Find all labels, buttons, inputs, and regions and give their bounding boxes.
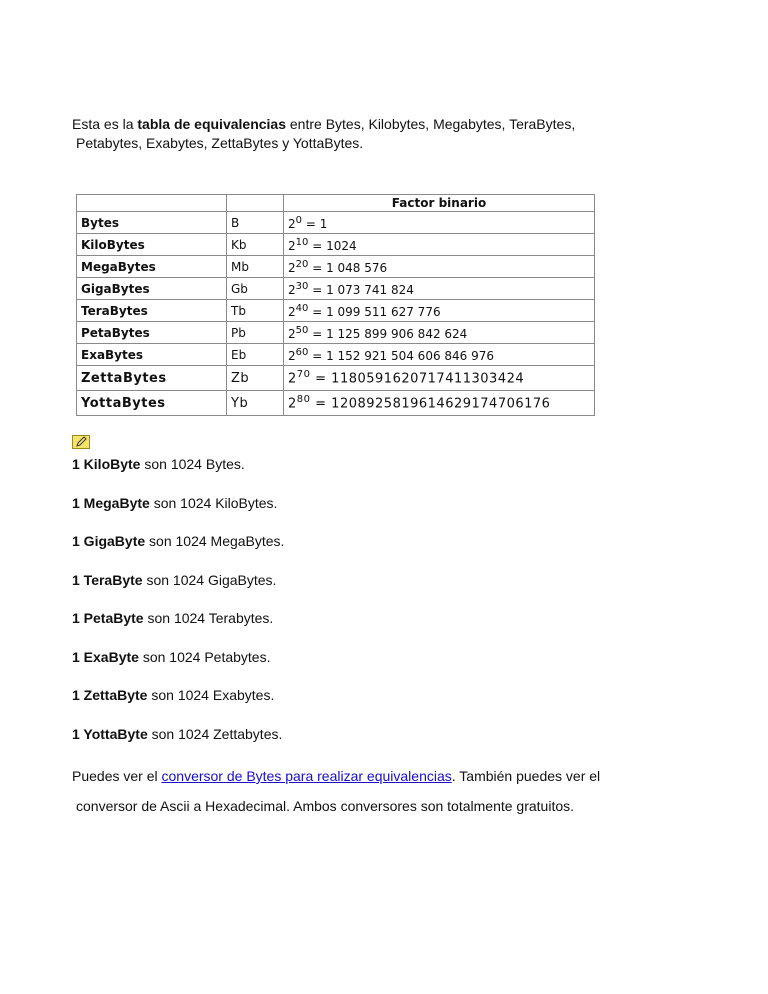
factor-base: 2: [288, 326, 296, 341]
intro-bold-text: tabla de equivalencias: [137, 116, 286, 132]
unit-name: TeraBytes: [77, 300, 227, 322]
factor-value: = 1 125 899 906 842 624: [312, 326, 468, 341]
unit-name: GigaBytes: [77, 278, 227, 300]
binary-factor: [284, 278, 595, 300]
binary-factor: [284, 234, 595, 256]
factor-exponent: 10: [295, 236, 309, 248]
table-row: [77, 278, 595, 300]
list-item: [72, 609, 712, 648]
table-row: [77, 322, 595, 344]
unit-abbr: Zb: [227, 366, 284, 391]
binary-factor: [284, 256, 595, 278]
binary-factor: [284, 322, 595, 344]
factor-exponent: 50: [295, 324, 309, 336]
fact-bold: 1 ZettaByte: [72, 687, 148, 703]
factor-base: 2: [288, 396, 297, 412]
factor-base: 2: [288, 260, 296, 275]
fact-bold: 1 YottaByte: [72, 725, 148, 742]
fact-bold: 1 PetaByte: [72, 610, 144, 626]
facts-list: [72, 455, 712, 763]
equivalence-table: [76, 194, 595, 416]
header-cell-name: [77, 195, 227, 212]
unit-name: YottaBytes: [77, 391, 227, 416]
unit-name: ZettaBytes: [77, 366, 227, 391]
fact-bold: 1 TeraByte: [72, 571, 143, 588]
factor-base: 2: [288, 282, 296, 297]
fact-bold: 1 GigaByte: [72, 533, 146, 549]
unit-abbr: Eb: [227, 344, 284, 366]
fact-bold: 1 MegaByte: [72, 494, 150, 511]
unit-abbr: Mb: [227, 256, 284, 278]
fact-text: son 1024 GigaBytes.: [142, 571, 277, 588]
factor-base: 2: [288, 238, 296, 253]
list-item: [72, 571, 712, 610]
factor-exponent: 0: [295, 214, 303, 226]
unit-name: KiloBytes: [77, 234, 227, 256]
fact-text: son 1024 MegaBytes.: [145, 533, 285, 549]
unit-name: PetaBytes: [77, 322, 227, 344]
table-header-row: [77, 195, 595, 212]
table-row: [77, 391, 595, 416]
fact-bold: 1 ExaByte: [72, 648, 139, 665]
table-row: [77, 256, 595, 278]
table-row: [77, 344, 595, 366]
outro-text-end: . También puedes ver el: [451, 768, 601, 784]
unit-name: MegaBytes: [77, 256, 227, 278]
pencil-icon: [74, 436, 88, 448]
factor-value: = 1 099 511 627 776: [312, 304, 441, 319]
factor-value: = 1 152 921 504 606 846 976: [312, 348, 495, 363]
factor-value: = 1024: [312, 238, 357, 253]
unit-abbr: B: [227, 212, 284, 234]
unit-name: Bytes: [77, 212, 227, 234]
outro-paragraph: [72, 761, 712, 821]
intro-text-start: Esta es la: [72, 116, 138, 132]
factor-exponent: 60: [295, 346, 309, 358]
factor-value: = 1 073 741 824: [312, 282, 414, 297]
table-row: [77, 366, 595, 391]
intro-paragraph: [72, 115, 672, 153]
bytes-converter-link[interactable]: conversor de Bytes para realizar equivalencias: [161, 768, 452, 784]
list-item: [72, 725, 712, 764]
unit-abbr: Tb: [227, 300, 284, 322]
list-item: [72, 648, 712, 687]
factor-exponent: 70: [296, 369, 311, 381]
factor-exponent: 20: [295, 258, 309, 270]
list-item: [72, 455, 712, 494]
outro-text-start: Puedes ver el: [72, 768, 162, 784]
factor-value: = 1: [305, 216, 328, 231]
fact-text: son 1024 Exabytes.: [147, 687, 275, 703]
list-item: [72, 686, 712, 725]
table-row: [77, 300, 595, 322]
binary-factor: [284, 300, 595, 322]
factor-exponent: 80: [296, 394, 311, 406]
header-cell-abbr: [227, 195, 284, 212]
unit-name: ExaBytes: [77, 344, 227, 366]
fact-text: son 1024 KiloBytes.: [149, 494, 278, 511]
factor-exponent: 40: [295, 302, 309, 314]
fact-text: son 1024 Terabytes.: [143, 610, 274, 626]
binary-factor: [284, 212, 595, 234]
unit-abbr: Pb: [227, 322, 284, 344]
factor-base: 2: [288, 304, 296, 319]
fact-bold: 1 KiloByte: [72, 456, 141, 472]
factor-base: 2: [288, 216, 296, 231]
intro-text-end: entre Bytes, Kilobytes, Megabytes, TeraBytes,: [286, 116, 576, 132]
table-row: [77, 234, 595, 256]
fact-text: son 1024 Zettabytes.: [147, 725, 283, 742]
binary-factor: [284, 391, 595, 416]
outro-text-line2: conversor de Ascii a Hexadecimal. Ambos conversores son totalmente gratuitos.: [76, 798, 575, 814]
factor-base: 2: [288, 348, 296, 363]
table-row: [77, 212, 595, 234]
unit-abbr: Yb: [227, 391, 284, 416]
fact-text: son 1024 Bytes.: [140, 456, 245, 472]
fact-text: son 1024 Petabytes.: [138, 648, 271, 665]
factor-base: 2: [288, 371, 297, 387]
header-cell-factor: Factor binario: [284, 195, 595, 212]
factor-exponent: 30: [295, 280, 309, 292]
intro-text-line2: Petabytes, Exabytes, ZettaBytes y YottaBytes.: [76, 135, 364, 151]
binary-factor: [284, 344, 595, 366]
list-item: [72, 532, 712, 571]
edit-icon[interactable]: [72, 435, 90, 449]
unit-abbr: Gb: [227, 278, 284, 300]
list-item: [72, 494, 712, 533]
factor-value: = 1208925819614629174706176: [315, 396, 551, 412]
equivalence-table-container: [76, 194, 595, 416]
unit-abbr: Kb: [227, 234, 284, 256]
factor-value: = 1180591620717411303424: [315, 371, 525, 387]
factor-value: = 1 048 576: [312, 260, 388, 275]
binary-factor: [284, 366, 595, 391]
